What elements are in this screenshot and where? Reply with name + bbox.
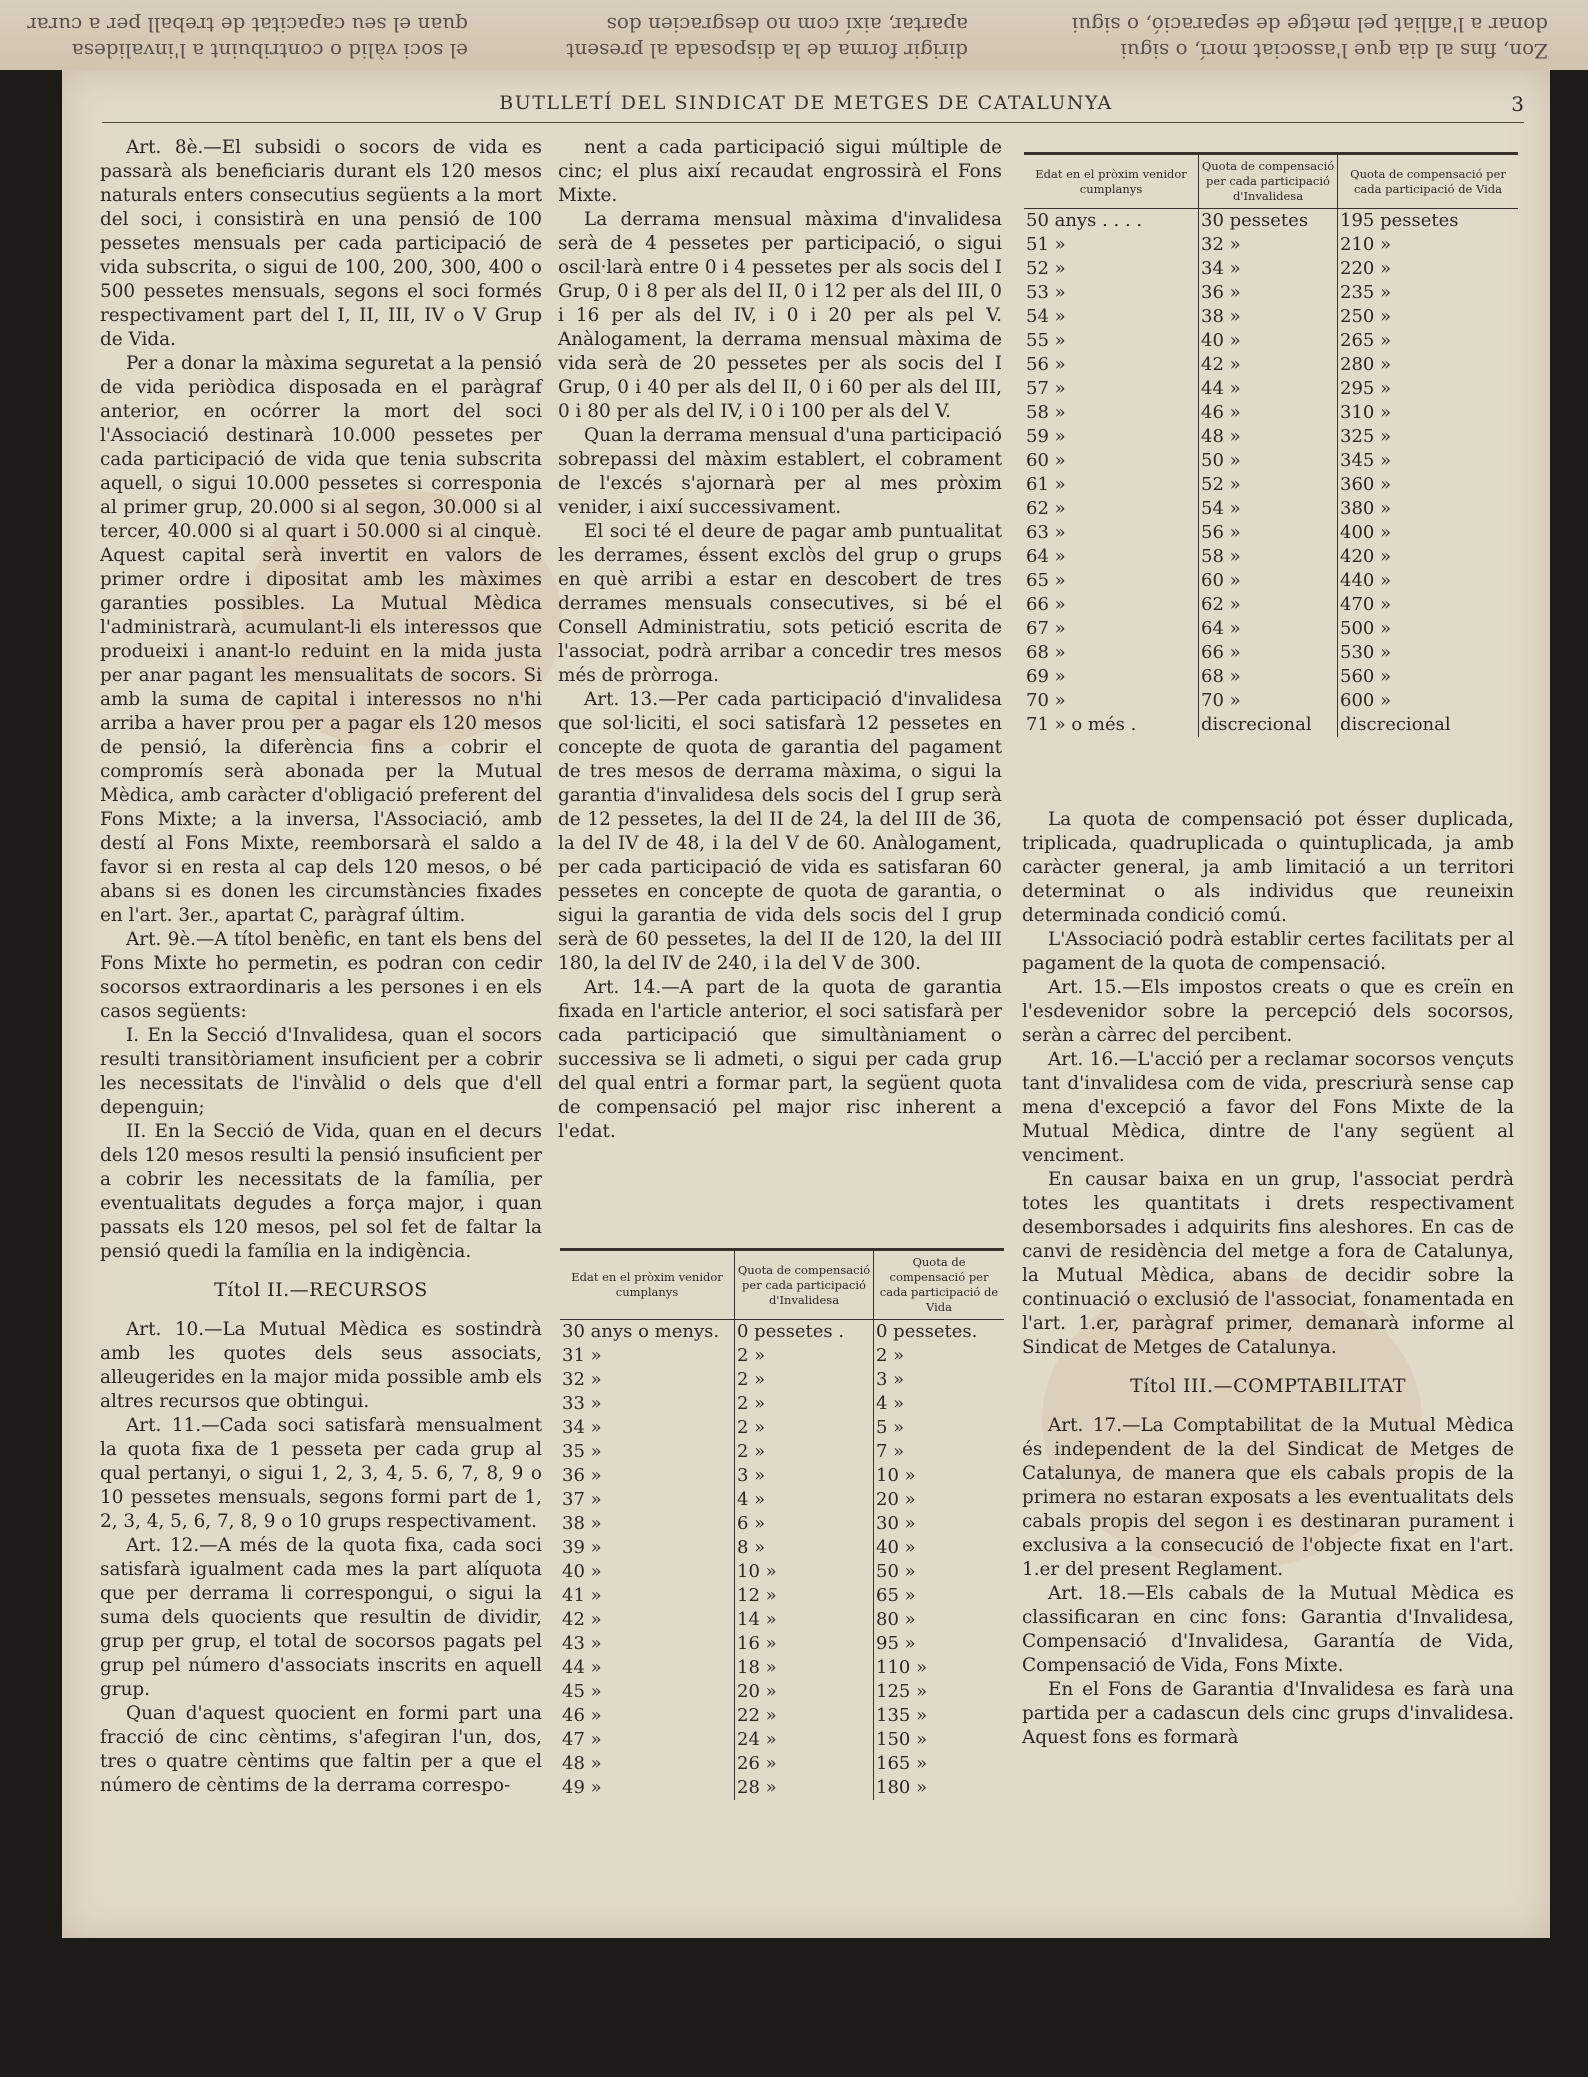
age-cell: 48 » [562, 1753, 602, 1774]
invalidesa-quota-cell: 66 » [1199, 641, 1338, 665]
paragraph: Art. 8è.—El subsidi o socors de vida es passarà als beneficiaris durant els 120 mesos naturals enters consecutius següents a la mort del soci, i consistirà en una pensió de 100 pessetes mensuals per cada participació de vida subscrita, o sigui de 100, 200, 300, 400 o 500 pessetes mensuals, segons el soci formés respectivament part del I, II, III, IV o V Grup de Vida. [100, 137, 542, 350]
table-row [1024, 497, 1518, 521]
table-row [1024, 353, 1518, 377]
paragraph: Art. 9è.—A títol benèfic, en tant els bens del Fons Mixte ho permetin, es podran con cedir socorsos extraordinaris a les persones i en els casos següents: [100, 929, 542, 1022]
table-row [1024, 689, 1518, 713]
table-header-vida: Quota de compensació per cada participació de Vida [874, 1251, 1005, 1320]
vida-quota-cell: 600 » [1338, 689, 1519, 713]
paragraph: Art. 13.—Per cada participació d'invalidesa que sol·liciti, el soci satisfarà 12 pessetes en concepte de quota de garantia del pagament de tres mesos de derrama màxima, o sigui la garantia d'invalidesa dels socis del I grup serà de 12 pessetes, la del II de 24, la del III de 36, la del IV de 48, i la del V de 60. Anàlogament, per cada participació de vida es satisfaran 60 pessetes en concepte de quota de garantia, o sigui la garantia de vida dels socis del I grup serà de 60 pessetes, la del II de 120, la del III 180, la del IV de 240, i la del V de 300. [558, 689, 1002, 974]
invalidesa-quota-cell: 54 » [1199, 497, 1338, 521]
vida-quota-cell: 50 » [874, 1560, 1005, 1584]
invalidesa-quota-cell: 68 » [1199, 665, 1338, 689]
age-cell: 52 » [1026, 258, 1066, 279]
fold-line: el soci vàlid o contribuint a l'invalidesa [71, 39, 468, 63]
table-row [560, 1608, 1004, 1632]
invalidesa-quota-cell: 24 » [735, 1728, 874, 1752]
table-row [1024, 305, 1518, 329]
invalidesa-quota-cell: 10 » [735, 1560, 874, 1584]
paragraph: En causar baixa en un grup, l'associat perdrà totes les quantitats i drets respectivament desemborsades i adquirits fins aleshores. En cas de canvi de residència del metge a fora de Catalunya, la Mutual Mèdica, abans de decidir sobre la continuació o exclusió de l'associat, fonamentada en l'art. 1.er, paràgraf primer, demanarà informe al Sindicat de Metges de Catalunya. [1022, 1169, 1514, 1358]
column-left-paragraphs-2 [100, 1318, 542, 1798]
table-row [1024, 233, 1518, 257]
table-row [560, 1392, 1004, 1416]
invalidesa-quota-cell: 8 » [735, 1536, 874, 1560]
invalidesa-quota-cell: 3 » [735, 1464, 874, 1488]
vida-quota-cell: 165 » [874, 1752, 1005, 1776]
age-cell: 53 » [1026, 282, 1066, 303]
paragraph: Art. 10.—La Mutual Mèdica es sostindrà amb les quotes dels seus associats, alleugerides en la major mida possible amb els altres recursos que obtingui. [100, 1319, 542, 1412]
paragraph: Art. 14.—A part de la quota de garantia fixada en l'article anterior, el soci satisfarà per cada participació que simultàniament o successiva se li admeti, o sigui per cada grup del qual entri a formar part, la següent quota de compensació pel major risc inherent a l'edat. [558, 977, 1002, 1142]
invalidesa-quota-cell: 2 » [735, 1392, 874, 1416]
table-header-age: Edat en el pròxim venidor cumplanys [560, 1251, 735, 1320]
age-cell: 38 » [562, 1513, 602, 1534]
table-header-vida: Quota de compensació per cada participació de Vida [1338, 155, 1519, 209]
folded-page-edge [0, 0, 1588, 70]
invalidesa-quota-cell: 60 » [1199, 569, 1338, 593]
age-cell: 33 » [562, 1393, 602, 1414]
invalidesa-quota-cell: 14 » [735, 1608, 874, 1632]
invalidesa-quota-cell: 2 » [735, 1440, 874, 1464]
table-row [1024, 593, 1518, 617]
invalidesa-quota-cell: 28 » [735, 1776, 874, 1800]
fold-line: dirigir forma de la disposada al present [566, 39, 968, 63]
invalidesa-quota-cell: 2 » [735, 1344, 874, 1368]
age-cell: 64 » [1026, 546, 1066, 567]
invalidesa-quota-cell: 38 » [1199, 305, 1338, 329]
invalidesa-quota-cell: 56 » [1199, 521, 1338, 545]
fold-line: donar a l'afiliat pel metge de separació, o sigui [1071, 13, 1548, 37]
paragraph: Art. 16.—L'acció per a reclamar socorsos vençuts tant d'invalidesa com de vida, prescriurà sense cap mena d'excepció a favor del Fons Mixte de la Mutual Mèdica, dintre de l'any següent al venciment. [1022, 1049, 1514, 1166]
vida-quota-cell: 3 » [874, 1368, 1005, 1392]
table-row [1024, 617, 1518, 641]
table-row [560, 1752, 1004, 1776]
table-row [1024, 281, 1518, 305]
table-row [560, 1776, 1004, 1800]
vida-quota-cell: 2 » [874, 1344, 1005, 1368]
vida-quota-cell: 530 » [1338, 641, 1519, 665]
vida-quota-cell: 7 » [874, 1440, 1005, 1464]
table-header-age: Edat en el pròxim venidor cumplanys [1024, 155, 1199, 209]
invalidesa-quota-cell: 30 pessetes [1199, 209, 1338, 234]
vida-quota-cell: 30 » [874, 1512, 1005, 1536]
age-cell: 71 » o més . [1026, 714, 1137, 735]
vida-quota-cell: 125 » [874, 1680, 1005, 1704]
invalidesa-quota-cell: 22 » [735, 1704, 874, 1728]
age-cell: 37 » [562, 1489, 602, 1510]
table-row [560, 1512, 1004, 1536]
invalidesa-quota-cell: 6 » [735, 1512, 874, 1536]
invalidesa-quota-cell: 20 » [735, 1680, 874, 1704]
mirrored-fold-text [0, 0, 1588, 70]
invalidesa-quota-cell: 48 » [1199, 425, 1338, 449]
vida-quota-cell: 20 » [874, 1488, 1005, 1512]
vida-quota-cell: 5 » [874, 1416, 1005, 1440]
paragraph: I. En la Secció d'Invalidesa, quan el socors resulti transitòriament insuficient per a cobrir les necessitats de l'invàlid o dels que d'ell depenguin; [100, 1025, 542, 1118]
vida-quota-cell: 420 » [1338, 545, 1519, 569]
table-row [1024, 665, 1518, 689]
table-header-invalidesa: Quota de compensació per cada participació d'Invalidesa [1199, 155, 1338, 209]
paragraph: Art. 17.—La Comptabilitat de la Mutual Mèdica és independent de la del Sindicat de Metges de Catalunya, de manera que els cabals propis de la primera no estaran exposats a les eventualitats dels cabals propis del segon i es destinaran purament i exclusiva a la consecució de l'objecte fixat en l'art. 1.er del present Reglament. [1022, 1415, 1514, 1580]
column-middle [558, 136, 1002, 1144]
age-cell: 43 » [562, 1633, 602, 1654]
age-cell: 41 » [562, 1585, 602, 1606]
vida-quota-cell: 235 » [1338, 281, 1519, 305]
table-row [560, 1536, 1004, 1560]
paragraph: Art. 12.—A més de la quota fixa, cada soci satisfarà igualment cada mes la part alíquota que per derrama li correspongui, o sigui la suma dels quocients que resultin de dividir, grup per grup, el total de socorsos pagats pel grup pel número d'associats inscrits en aquell grup. [100, 1535, 542, 1700]
paragraph: Art. 18.—Els cabals de la Mutual Mèdica es classificaran en cinc fons: Garantia d'Invalidesa, Compensació d'Invalidesa, Garantía de Vida, Compensació de Vida, Fons Mixte. [1022, 1583, 1514, 1676]
quota-table-ages-50-71 [1024, 152, 1518, 737]
invalidesa-quota-cell: 2 » [735, 1416, 874, 1440]
vida-quota-cell: 210 » [1338, 233, 1519, 257]
section-title-comptabilitat: Títol III.—COMPTABILITAT [1130, 1375, 1406, 1397]
age-cell: 32 » [562, 1369, 602, 1390]
table-header-invalidesa: Quota de compensació per cada participació d'Invalidesa [735, 1251, 874, 1320]
age-cell: 61 » [1026, 474, 1066, 495]
fold-line: quan el seu capacitat de treball per a curar [27, 13, 468, 37]
vida-quota-cell: 250 » [1338, 305, 1519, 329]
invalidesa-quota-cell: 50 » [1199, 449, 1338, 473]
paragraph: II. En la Secció de Vida, quan en el decurs dels 120 mesos resulti la pensió insuficient per a cobrir les necessitats de la família, per eventualitats degudes a força major, i quan passats els 120 mesos, pel sol fet de faltar la pensió quedi la família en la indigència. [100, 1121, 542, 1262]
table-row [1024, 521, 1518, 545]
vida-quota-cell: 195 pessetes [1338, 209, 1519, 234]
column-left-paragraphs [100, 136, 542, 1264]
invalidesa-quota-cell: discrecional [1199, 713, 1338, 737]
age-cell: 42 » [562, 1609, 602, 1630]
table-row [560, 1560, 1004, 1584]
invalidesa-quota-cell: 34 » [1199, 257, 1338, 281]
age-cell: 56 » [1026, 354, 1066, 375]
table-row [560, 1440, 1004, 1464]
vida-quota-cell: 325 » [1338, 425, 1519, 449]
table-row [560, 1680, 1004, 1704]
table-row [1024, 377, 1518, 401]
invalidesa-quota-cell: 12 » [735, 1584, 874, 1608]
invalidesa-quota-cell: 4 » [735, 1488, 874, 1512]
invalidesa-quota-cell: 18 » [735, 1656, 874, 1680]
table-row [560, 1368, 1004, 1392]
table-row [1024, 401, 1518, 425]
table-row [1024, 449, 1518, 473]
age-cell: 45 » [562, 1681, 602, 1702]
invalidesa-quota-cell: 70 » [1199, 689, 1338, 713]
age-cell: 62 » [1026, 498, 1066, 519]
vida-quota-cell: 135 » [874, 1704, 1005, 1728]
age-cell: 36 » [562, 1465, 602, 1486]
invalidesa-quota-cell: 58 » [1199, 545, 1338, 569]
paragraph: Art. 11.—Cada soci satisfarà mensualment la quota fixa de 1 pesseta per cada grup al qual pertanyi, o sigui 1, 2, 3, 4, 5. 6, 7, 8, 9 o 10 pessetes mensuals, segons formi part de 1, 2, 3, 4, 5, 6, 7, 8, 9 o 10 grups respectivament. [100, 1415, 542, 1532]
age-cell: 67 » [1026, 618, 1066, 639]
invalidesa-quota-cell: 44 » [1199, 377, 1338, 401]
vida-quota-cell: 40 » [874, 1536, 1005, 1560]
invalidesa-quota-cell: 42 » [1199, 353, 1338, 377]
paragraph: La quota de compensació pot ésser duplicada, triplicada, quadruplicada o quintuplicada, ja amb caràcter general, ja amb limitació a un territori determinat o als individus que reuneixin determinada condició comú. [1022, 809, 1514, 926]
invalidesa-quota-cell: 0 pessetes . [735, 1320, 874, 1345]
age-cell: 31 » [562, 1345, 602, 1366]
column-middle-paragraphs [558, 136, 1002, 1144]
age-cell: 58 » [1026, 402, 1066, 423]
vida-quota-cell: 560 » [1338, 665, 1519, 689]
age-cell: 63 » [1026, 522, 1066, 543]
vida-quota-cell: 10 » [874, 1464, 1005, 1488]
vida-quota-cell: 310 » [1338, 401, 1519, 425]
table-row [1024, 545, 1518, 569]
age-cell: 51 » [1026, 234, 1066, 255]
vida-quota-cell: 345 » [1338, 449, 1519, 473]
age-cell: 34 » [562, 1417, 602, 1438]
vida-quota-cell: 440 » [1338, 569, 1519, 593]
age-cell: 40 » [562, 1561, 602, 1582]
header-rule [102, 122, 1524, 123]
vida-quota-cell: 265 » [1338, 329, 1519, 353]
age-cell: 46 » [562, 1705, 602, 1726]
vida-quota-cell: 180 » [874, 1776, 1005, 1800]
vida-quota-cell: 400 » [1338, 521, 1519, 545]
column-right-paragraphs-2 [1022, 1414, 1514, 1750]
section-title-recursos: Títol II.—RECURSOS [214, 1279, 428, 1301]
age-cell: 49 » [562, 1777, 602, 1798]
age-cell: 69 » [1026, 666, 1066, 687]
vida-quota-cell: 65 » [874, 1584, 1005, 1608]
invalidesa-quota-cell: 2 » [735, 1368, 874, 1392]
vida-quota-cell: discrecional [1338, 713, 1519, 737]
table-row [1024, 425, 1518, 449]
vida-quota-cell: 295 » [1338, 377, 1519, 401]
paragraph: La derrama mensual màxima d'invalidesa serà de 4 pessetes per participació, o sigui oscil·larà entre 0 i 4 pessetes per als socis del I Grup, 0 i 8 per als del II, 0 i 12 per als del III, 0 i 16 per als del IV, i 0 i 20 per als pel V. Anàlogament, la derrama mensual màxima de vida serà de 20 pessetes per als socis del I Grup, 0 i 40 per als del II, 0 i 60 per als del III, 0 i 80 per als del IV, i 0 i 100 per als del V. [558, 209, 1002, 422]
table-row [1024, 713, 1518, 737]
age-cell: 65 » [1026, 570, 1066, 591]
vida-quota-cell: 95 » [874, 1632, 1005, 1656]
table-row [560, 1344, 1004, 1368]
age-cell: 30 anys o menys. [562, 1321, 720, 1342]
age-cell: 47 » [562, 1729, 602, 1750]
page-number: 3 [1511, 92, 1524, 116]
table-row [1024, 569, 1518, 593]
table-row [1024, 329, 1518, 353]
invalidesa-quota-cell: 52 » [1199, 473, 1338, 497]
paragraph: Quan la derrama mensual d'una participació sobrepassi del màxim establert, el cobrament de l'excés s'ajornarà per al mes pròxim venider, i així successivament. [558, 425, 1002, 518]
table-row [560, 1488, 1004, 1512]
invalidesa-quota-cell: 64 » [1199, 617, 1338, 641]
paragraph: Art. 15.—Els impostos creats o que es creïn en l'esdevenidor sobre la percepció dels socorsos, seràn a càrrec del percibent. [1022, 977, 1514, 1046]
paragraph: En el Fons de Garantia d'Invalidesa es farà una partida per a cadascun dels cinc grups d'invalidesa. Aquest fons es formarà [1022, 1679, 1514, 1748]
paragraph: El soci té el deure de pagar amb puntualitat les derrames, éssent exclòs del grup o grups en què arribi a estar en descobert de tres derrames mensuals consecutives, si bé el Consell Administratiu, sots petició escrita de l'associat, podrà arribar a concedir tres mesos més de pròrroga. [558, 521, 1002, 686]
table-row [1024, 209, 1518, 234]
document-page [62, 70, 1550, 1938]
table-row [1024, 641, 1518, 665]
age-cell: 60 » [1026, 450, 1066, 471]
vida-quota-cell: 280 » [1338, 353, 1519, 377]
vida-quota-cell: 470 » [1338, 593, 1519, 617]
vida-quota-cell: 380 » [1338, 497, 1519, 521]
age-cell: 55 » [1026, 330, 1066, 351]
vida-quota-cell: 500 » [1338, 617, 1519, 641]
paragraph: Per a donar la màxima seguretat a la pensió de vida periòdica disposada en el paràgraf anterior, en ocórrer la mort del soci l'Associació destinarà 10.000 pessetes per cada participació de vida que tenia subscrita aquell, o sigui 10.000 pessetes si corresponia al primer grup, 20.000 si al segon, 30.000 si al tercer, 40.000 si al quart i 50.000 si al cinquè. Aquest capital serà invertit en valors de primer ordre i dipositat amb les màximes garanties possibles. La Mutual Mèdica l'administrarà, acumulant-li els interessos que produeixi i anant-lo reduint en la mida justa per anar pagant les mensualitats de socors. Si amb la suma de capital i interessos no n'hi arriba a haver prou per a pagar els 120 mesos de pensió, la diferència fins a cobrir el compromís serà abonada per la Mutual Mèdica, amb caràcter d'obligació preferent del Fons Mixte; a la inversa, l'Associació, amb destí al Fons Mixte, reemborsarà el saldo a favor si en resta al cap dels 120 mesos, o bé abans si es donen les circumstàncies fixades en l'art. 3er., apartat C, paràgraf últim. [100, 353, 542, 926]
invalidesa-quota-cell: 36 » [1199, 281, 1338, 305]
vida-quota-cell: 150 » [874, 1728, 1005, 1752]
age-cell: 50 anys . . . . [1026, 210, 1143, 231]
age-cell: 35 » [562, 1441, 602, 1462]
age-cell: 44 » [562, 1657, 602, 1678]
invalidesa-quota-cell: 62 » [1199, 593, 1338, 617]
table-row [560, 1584, 1004, 1608]
column-left [100, 136, 542, 1798]
age-cell: 68 » [1026, 642, 1066, 663]
age-cell: 57 » [1026, 378, 1066, 399]
invalidesa-quota-cell: 40 » [1199, 329, 1338, 353]
age-cell: 66 » [1026, 594, 1066, 615]
vida-quota-cell: 360 » [1338, 473, 1519, 497]
vida-quota-cell: 0 pessetes. [874, 1320, 1005, 1345]
invalidesa-quota-cell: 32 » [1199, 233, 1338, 257]
age-cell: 70 » [1026, 690, 1066, 711]
age-cell: 59 » [1026, 426, 1066, 447]
invalidesa-quota-cell: 46 » [1199, 401, 1338, 425]
invalidesa-quota-cell: 26 » [735, 1752, 874, 1776]
age-cell: 54 » [1026, 306, 1066, 327]
table-row [560, 1728, 1004, 1752]
quota-table-ages-30-49 [560, 1248, 1004, 1800]
table-row [560, 1704, 1004, 1728]
vida-quota-cell: 4 » [874, 1392, 1005, 1416]
vida-quota-cell: 220 » [1338, 257, 1519, 281]
paragraph: L'Associació podrà establir certes facilitats per al pagament de la quota de compensació. [1022, 929, 1514, 974]
age-cell: 39 » [562, 1537, 602, 1558]
vida-quota-cell: 110 » [874, 1656, 1005, 1680]
table-row [1024, 257, 1518, 281]
table-row [560, 1320, 1004, 1345]
fold-line: apartar, així com no desgracien dos [606, 13, 968, 37]
fold-line: Zon, fins al dia que l'associat morí, o sigui [1120, 39, 1548, 63]
table-row [1024, 473, 1518, 497]
column-right-paragraphs [1022, 808, 1514, 1360]
table-row [560, 1416, 1004, 1440]
paragraph: Quan d'aquest quocient en formi part una fracció de cinc cèntims, s'afegiran l'un, dos, tres o quatre cèntims que faltin per a que el número de cèntims de la derrama correspo- [100, 1703, 542, 1796]
column-right [1022, 808, 1514, 1750]
running-header: BUTLLETÍ DEL SINDICAT DE METGES DE CATALUNYA [499, 92, 1113, 114]
vida-quota-cell: 80 » [874, 1608, 1005, 1632]
table-row [560, 1632, 1004, 1656]
table-row [560, 1464, 1004, 1488]
invalidesa-quota-cell: 16 » [735, 1632, 874, 1656]
table-row [560, 1656, 1004, 1680]
paragraph: nent a cada participació sigui múltiple de cinc; el plus així recaudat engrossirà el Fons Mixte. [558, 137, 1002, 206]
